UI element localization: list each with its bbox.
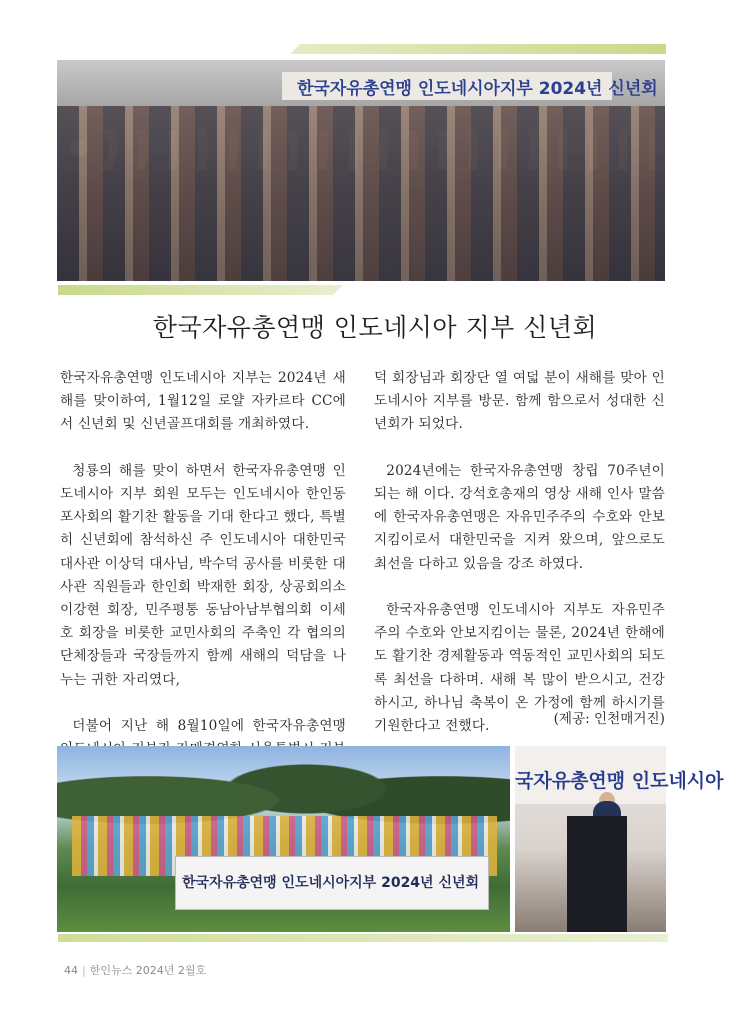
publication-name: 한인뉴스 2024년 2월호 — [89, 964, 207, 977]
decorative-bar-bottom — [58, 934, 668, 942]
paragraph: 덕 회장님과 회장단 열 여덟 분이 새해를 맞아 인도네시아 지부를 방문. 함께 함으로서 성대한 신년회가 되었다. — [374, 370, 665, 433]
golf-group-photo — [57, 746, 510, 932]
article-column-left — [60, 367, 346, 785]
footer-separator: | — [82, 964, 86, 977]
page-footer — [64, 962, 206, 978]
paragraph: 한국자유총연맹 인도네시아 지부는 2024년 새해를 맞이하여, 1월12일 로얄 자카르타 CC에서 신년회 및 신년골프대회를 개최하였다. — [60, 370, 346, 433]
page-number: 44 — [64, 964, 78, 977]
group-photo-new-year-party — [57, 60, 665, 281]
speaker-photo — [515, 746, 724, 932]
paragraph: 2024년에는 한국자유총연맹 창립 70주년이 되는 해 이다. 강석호총재의 영상 새해 인사 말씀에 한국자유총연맹은 자유민주주의 수호와 안보 지킴이로서 대한민국을 지켜 왔으며, 앞으로도 최선을 다하고 있음을 강조 하였다. — [374, 462, 665, 572]
event-banner-text: 한국자유총연맹 인도네시아지부 2024년 신년회 — [297, 79, 658, 99]
podium — [567, 816, 627, 932]
crowd — [57, 106, 665, 281]
golf-banner-text: 한국자유총연맹 인도네시아지부 2024년 신년회 — [182, 875, 480, 891]
decorative-bar-top — [290, 44, 666, 54]
decorative-bar-mid — [58, 285, 343, 295]
paragraph: 더불어 지난 해 8월10일에 한국자유총연맹 — [72, 718, 346, 735]
paragraph: 청룡의 해를 맞이 하면서 한국자유총연맹 인도네시아 지부 회원 모두는 인도네시아 한인동포사회의 활기찬 활동을 기대 한다고 했다, 특별히 신년회에 참석하신 주 인도네시아 대한민국대사관 이상덕 대사님, 박수덕 공사를 비롯한 대사관 직원들과 한인회 박재한 회장, 상공회의소 이강현 회장, 민주평통 동남아남부협의회 이세호 회장을 비롯한 교민사회의 주축인 각 협의의 단체장들과 국장들까지 함께 새해의 덕담을 나누는 귀한 자리였다, — [60, 462, 346, 688]
paragraph: 한국자유총연맹 인도네시아 지부도 자유민주주의 수호와 안보지킴이는 물론, 2024년 한해에도 활기찬 경제활동과 역동적인 교민사회의 되도록 최선을 다하며. 새해 복 많이 받으시고, 건강하시고, 하나님 축복이 온 가정에 함께 하시기를 기원한다고 전했다. — [374, 602, 665, 735]
article-column-right — [374, 367, 665, 738]
stage-banner-text: 국자유총연맹 인도네시아 — [515, 770, 724, 792]
photo-credit: (제공: 인천매거진) — [553, 711, 665, 727]
article-title: 한국자유총연맹 인도네시아 지부 신년회 — [152, 313, 598, 342]
